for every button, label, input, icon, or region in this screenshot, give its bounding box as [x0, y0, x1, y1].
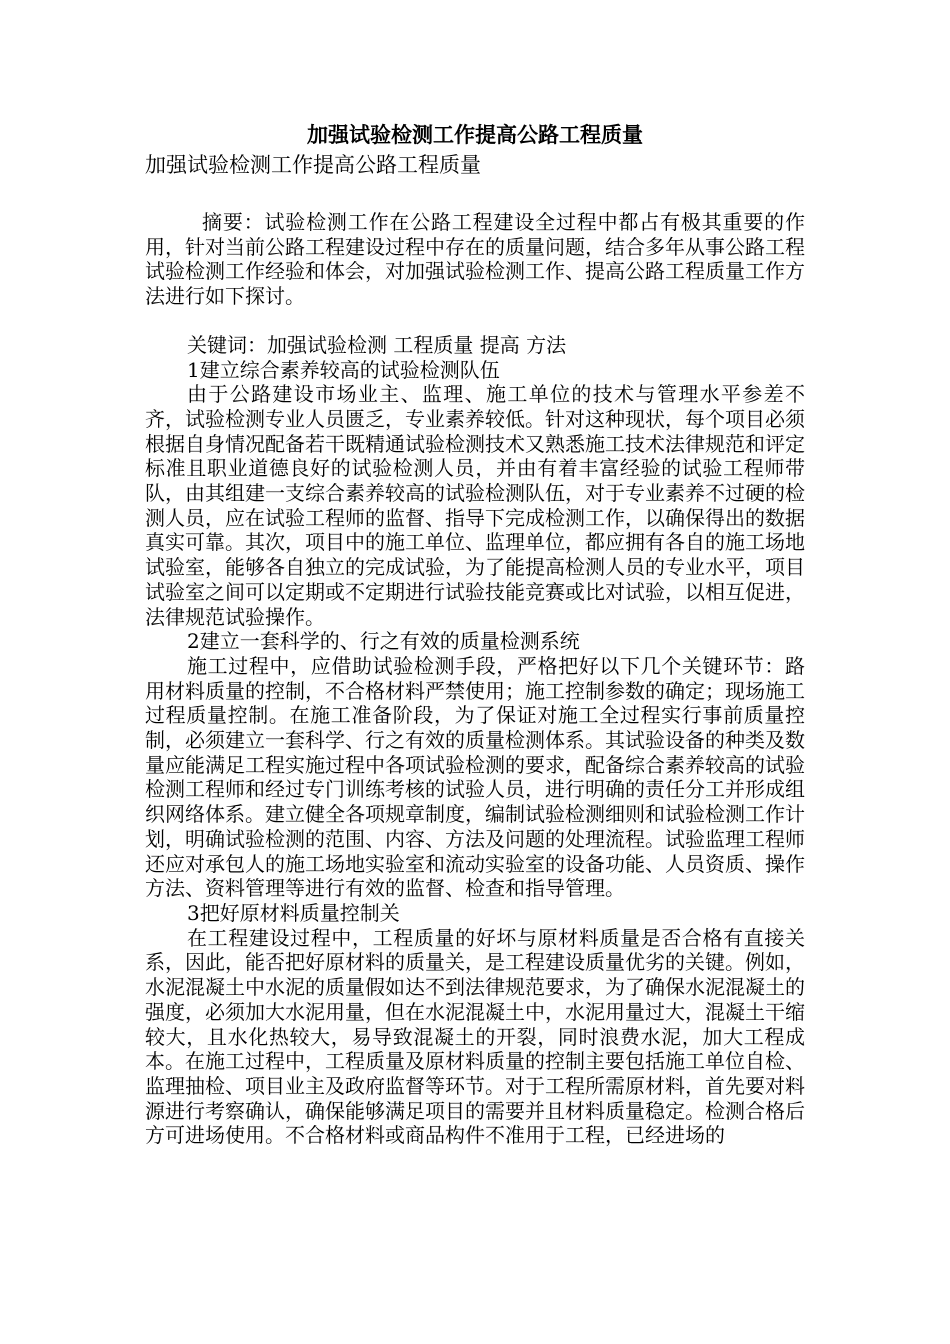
document-title: 加强试验检测工作提高公路工程质量	[307, 122, 643, 147]
document-subtitle: 加强试验检测工作提高公路工程质量	[145, 153, 481, 177]
keywords-line: 关键词：加强试验检测 工程质量 提高 方法	[187, 332, 567, 357]
section-heading-1: 1建立综合素养较高的试验检测队伍	[187, 357, 500, 382]
section-body-1: 由于公路建设市场业主、监理、施工单位的技术与管理水平参差不齐，试验检测专业人员匮乏，专业素养较低。针对这种现状，每个项目必须根据自身情况配备若干既精通试验检测技术又熟悉施工技术法律规范和评定标准且职业道德良好的试验检测人员，并由有着丰富经验的试验工程师带队，由其组建一支综合素养较高的试验检测队伍，对于专业素养不过硬的检测人员，应在试验工程师的监督、指导下完成检测工作，以确保得出的数据真实可靠。其次，项目中的施工单位、监理单位，都应拥有各自的施工场地试验室，能够各自独立的完成试验，为了能提高检测人员的专业水平，项目试验室之间可以定期或不定期进行试验技能竞赛或比对试验，以相互促进，法律规范试验操作。	[145, 382, 805, 629]
abstract-paragraph: 摘要：试验检测工作在公路工程建设全过程中都占有极其重要的作用，针对当前公路工程建设过程中存在的质量问题，结合多年从事公路工程试验检测工作经验和体会，对加强试验检测工作、提高公路工程质量工作方法进行如下探讨。	[145, 210, 805, 309]
document-page	[145, 120, 805, 1148]
section-heading-2: 2建立一套科学的、行之有效的质量检测系统	[187, 629, 580, 654]
section-body-2: 施工过程中，应借助试验检测手段，严格把好以下几个关键环节：路用材料质量的控制，不合格材料严禁使用；施工控制参数的确定；现场施工过程质量控制。在施工准备阶段，为了保证对施工全过程实行事前质量控制，必须建立一套科学、行之有效的质量检测体系。其试验设备的种类及数量应能满足工程实施过程中各项试验检测的要求，配备综合素养较高的试验检测工程师和经过专门训练考核的试验人员，进行明确的责任分工并形成组织网络体系。建立健全各项规章制度，编制试验检测细则和试验检测工作计划，明确试验检测的范围、内容、方法及问题的处理流程。试验监理工程师还应对承包人的施工场地实验室和流动实验室的设备功能、人员资质、操作方法、资料管理等进行有效的监督、检查和指导管理。	[145, 653, 805, 901]
section-body-3: 在工程建设过程中，工程质量的好坏与原材料质量是否合格有直接关系，因此，能否把好原材料的质量关，是工程建设质量优劣的关键。例如，水泥混凝土中水泥的质量假如达不到法律规范要求，为了确保水泥混凝土的强度，必须加大水泥用量，但在水泥混凝土中，水泥用量过大，混凝土干缩较大，且水化热较大，易导致混凝土的开裂，同时浪费水泥，加大工程成本。在施工过程中，工程质量及原材料质量的控制主要包括施工单位自检、监理抽检、项目业主及政府监督等环节。对于工程所需原材料，首先要对料源进行考察确认，确保能够满足项目的需要并且材料质量稳定。检测合格后方可进场使用。不合格材料或商品构件不准用于工程，已经进场的	[145, 925, 805, 1148]
section-heading-3: 3把好原材料质量控制关	[187, 900, 400, 925]
